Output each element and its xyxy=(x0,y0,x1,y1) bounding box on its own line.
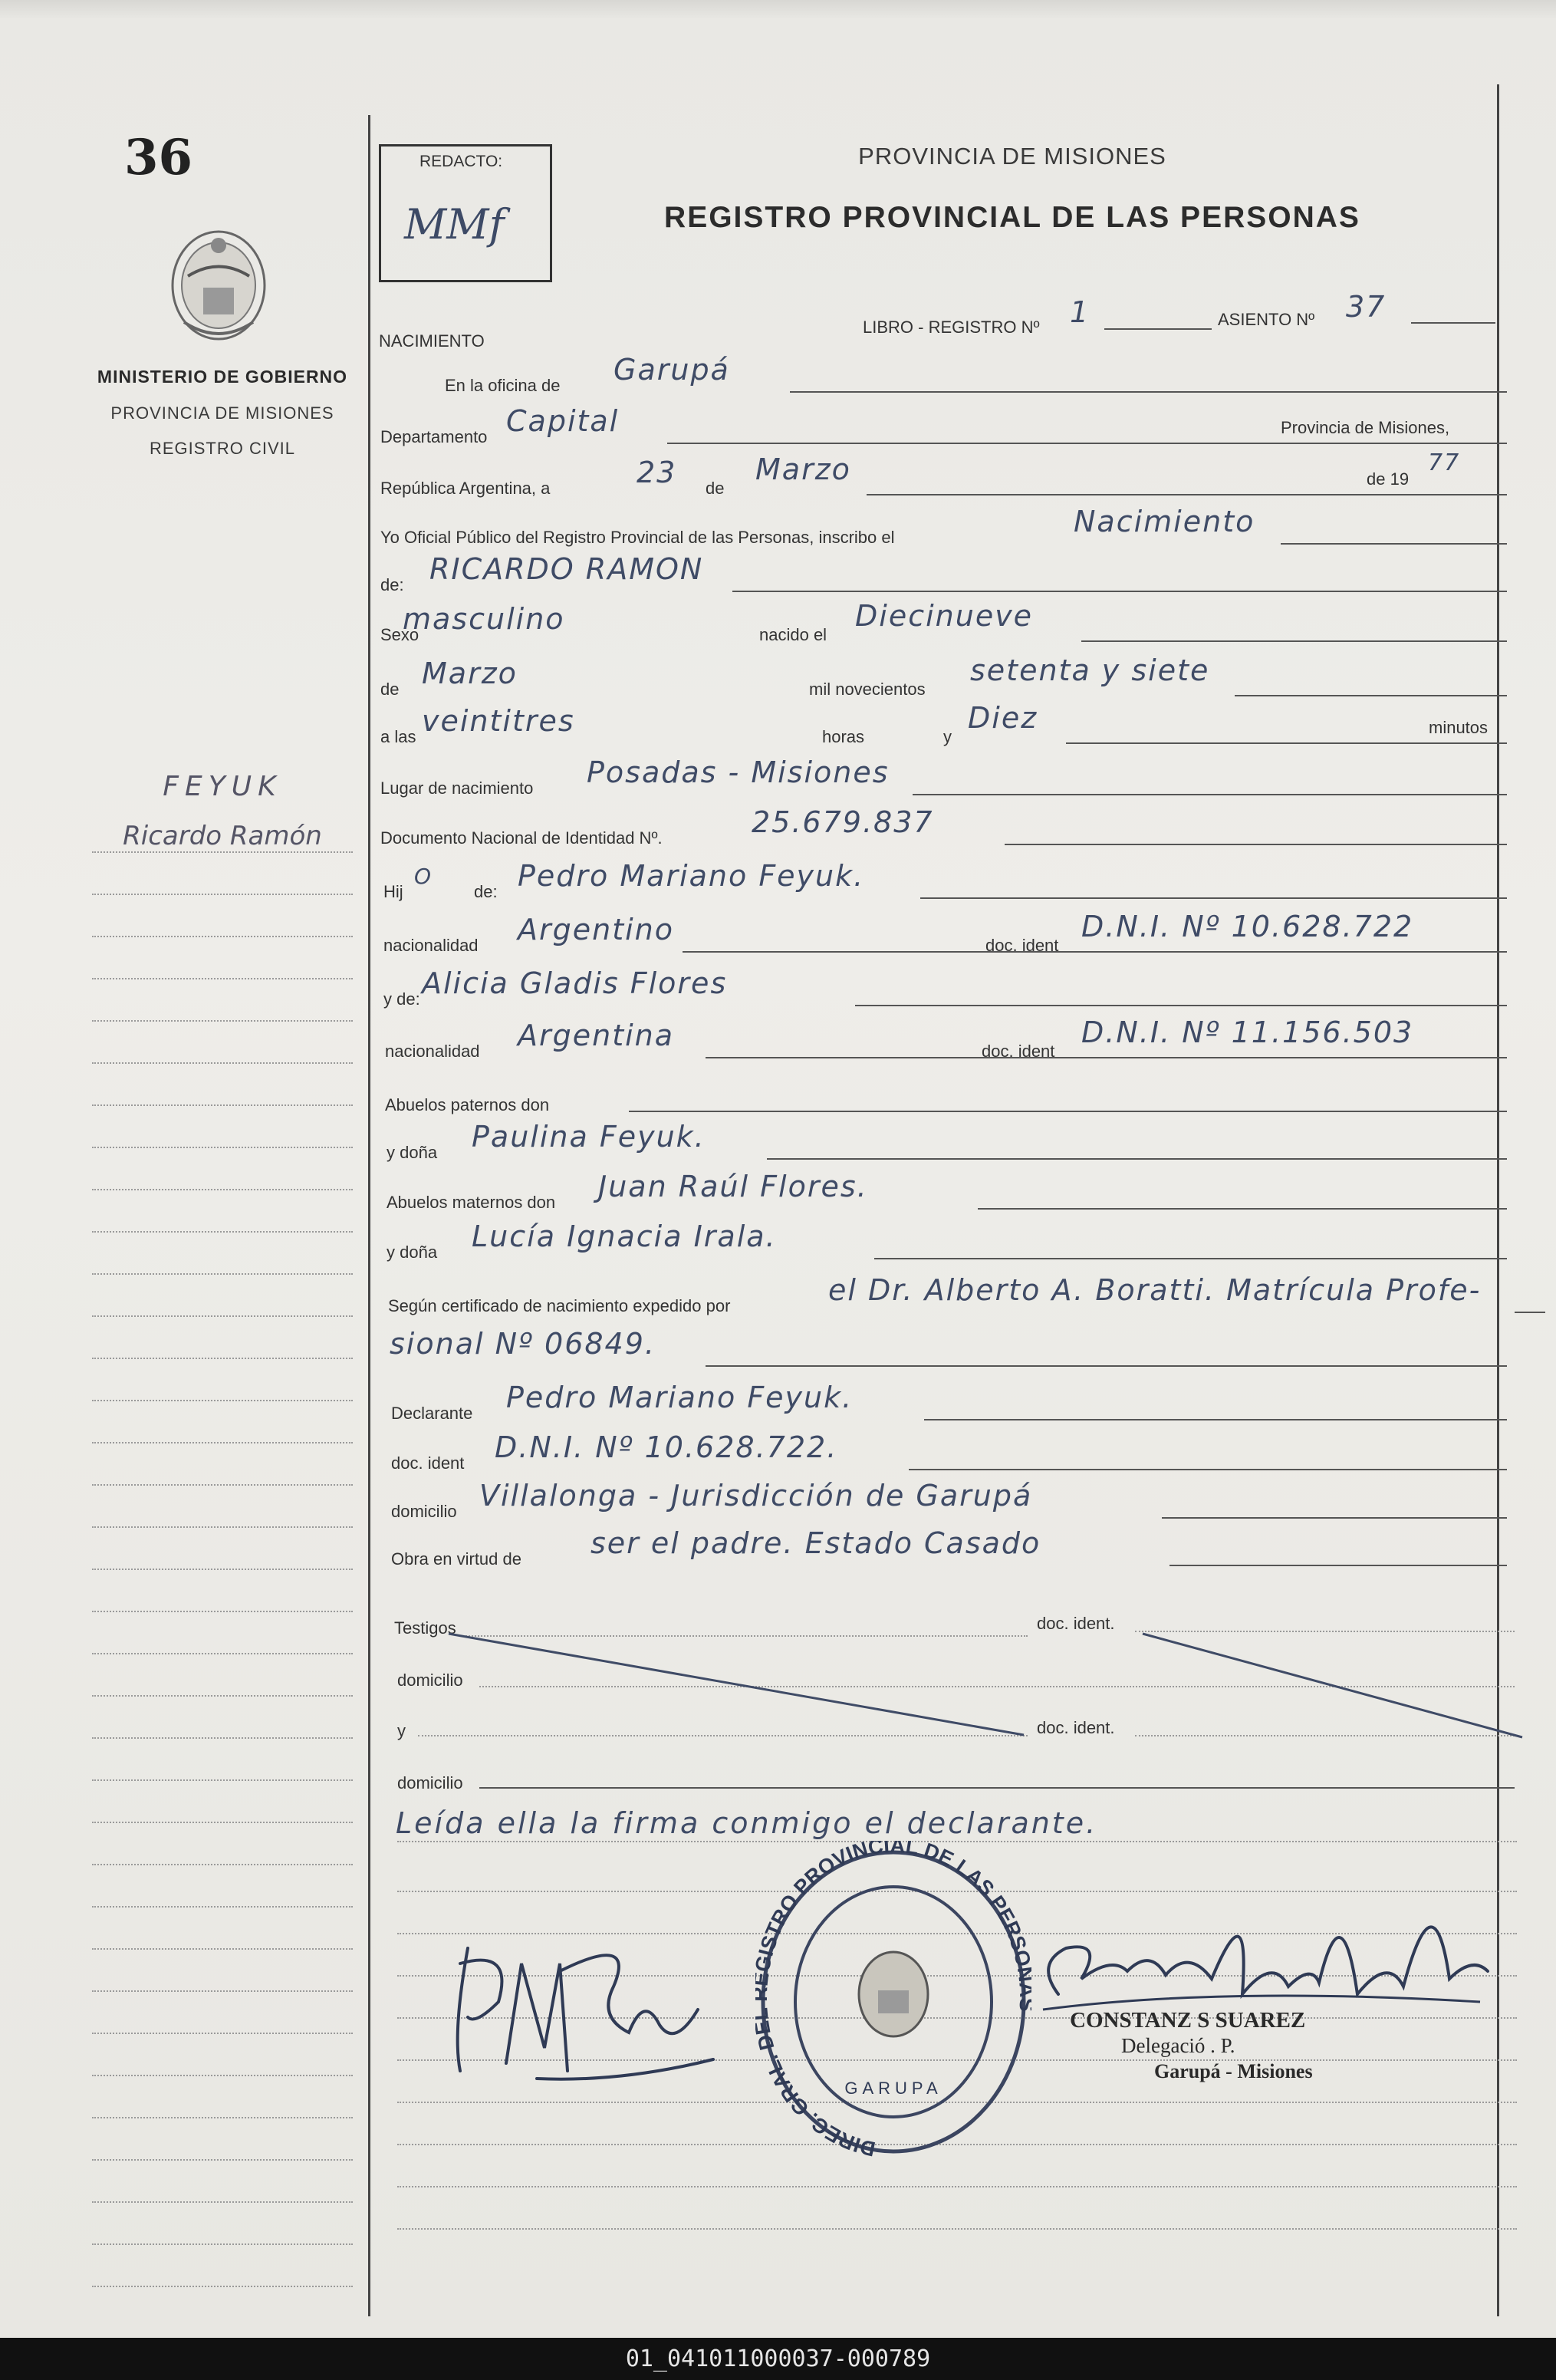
field-label: Declarante xyxy=(391,1404,473,1423)
field-value-2: Diez xyxy=(968,701,1038,735)
field-label: nacionalidad xyxy=(383,936,479,955)
y-label: y xyxy=(397,1721,406,1740)
field-value: veintitres xyxy=(422,704,575,738)
field-value-2: Diecinueve xyxy=(855,599,1034,633)
field-label: y doña xyxy=(387,1243,438,1262)
field-value: 23 xyxy=(637,456,677,489)
field-label: nacionalidad xyxy=(385,1042,480,1061)
field-value: masculino xyxy=(403,602,565,636)
left-dotted-line xyxy=(92,2117,353,2118)
left-dotted-line xyxy=(92,1990,353,1992)
left-dotted-line xyxy=(92,2075,353,2076)
left-dotted-line xyxy=(92,2201,353,2203)
field-label: doc. ident xyxy=(391,1453,465,1473)
declarant-signature xyxy=(445,1917,729,2117)
field-mid-label: doc. ident xyxy=(985,936,1059,955)
field-value-2: D.N.I. Nº 11.156.503 xyxy=(1081,1016,1414,1049)
page-number: 36 xyxy=(124,129,193,186)
field-value: Paulina Feyuk. xyxy=(472,1120,706,1154)
field-value-2: Marzo xyxy=(755,453,851,486)
field-value: Capital xyxy=(506,404,620,438)
field-label: Departamento xyxy=(380,427,488,446)
field-value: Lucía Ignacia Irala. xyxy=(472,1220,777,1253)
field-label: En la oficina de xyxy=(445,376,561,395)
field-value: Nacimiento xyxy=(1074,505,1255,538)
field-mid-label: doc. ident xyxy=(982,1042,1055,1061)
field-label: de xyxy=(380,680,400,699)
footer-id: 01_041011000037-000789 xyxy=(625,2345,931,2372)
field-value-2: D.N.I. Nº 10.628.722 xyxy=(1081,910,1414,943)
field-label: República Argentina, a xyxy=(380,479,551,498)
field-value: el Dr. Alberto A. Boratti. Matrícula Profe- xyxy=(828,1273,1482,1307)
redacto-initials: MMf xyxy=(404,200,505,249)
footer-bar xyxy=(0,2338,1556,2380)
field-value: Garupá xyxy=(614,353,730,387)
left-dotted-line xyxy=(92,1948,353,1950)
field-label: y doña xyxy=(387,1143,438,1162)
left-dotted-line xyxy=(92,2159,353,2161)
field-mid-label: horas xyxy=(822,727,865,746)
redacto-label: REDACTO: xyxy=(419,153,503,170)
field-value: Argentina xyxy=(518,1019,675,1052)
field-label: Abuelos maternos don xyxy=(387,1193,556,1212)
left-dotted-line xyxy=(92,2286,353,2287)
asiento-label: ASIENTO Nº xyxy=(1218,310,1315,329)
registry-stamp xyxy=(755,1841,1031,2167)
svg-text:DIREC. GRAL. DEL REGISTRO PROV: DIREC. GRAL. ISTRO PROVINCIAL DE LAS PERS xyxy=(755,1841,1031,2161)
field-value-3: 77 xyxy=(1428,449,1461,476)
field-value: sional Nº 06849. xyxy=(390,1327,656,1361)
field-label: Obra en virtud de xyxy=(391,1549,521,1569)
field-value: Pedro Mariano Feyuk. xyxy=(518,859,865,893)
left-dotted-line xyxy=(92,2033,353,2034)
header-province: PROVINCIA DE MISIONES xyxy=(858,143,1166,170)
left-dotted-line xyxy=(92,1864,353,1865)
left-dotted-line xyxy=(92,1906,353,1908)
header-registry: REGISTRO PROVINCIAL DE LAS PERSONAS xyxy=(664,201,1360,234)
libro-label: LIBRO - REGISTRO Nº xyxy=(863,318,1040,337)
field-mid-label-2: y xyxy=(943,727,952,746)
field-label: Yo Oficial Público del Registro Provincial de las Personas, inscribo el xyxy=(380,528,895,547)
field-value: Villalonga - Jurisdicción de Garupá xyxy=(479,1479,1033,1513)
left-dotted-line xyxy=(92,2243,353,2245)
field-label: Sexo xyxy=(380,625,419,644)
field-value: D.N.I. Nº 10.628.722. xyxy=(495,1430,838,1464)
registry-name: REGISTRO CIVIL xyxy=(149,439,296,458)
field-suffix: Provincia de Misiones, xyxy=(1281,418,1450,437)
field-label: Documento Nacional de Identidad Nº. xyxy=(380,828,663,848)
field-mid-label: de xyxy=(706,479,725,498)
field-value: Juan Raúl Flores. xyxy=(598,1170,868,1203)
act-type-label: NACIMIENTO xyxy=(379,331,485,351)
signature-dotted-line xyxy=(397,2186,1517,2187)
field-label: y de: xyxy=(383,989,420,1009)
ministry-name: MINISTERIO DE GOBIERNO xyxy=(97,367,348,387)
field-value: Alicia Gladis Flores xyxy=(422,966,728,1000)
domicilio-label-2: domicilio xyxy=(397,1773,463,1792)
closing-text: Leída ella la firma conmigo el declarante. xyxy=(396,1806,1098,1840)
field-label: de: xyxy=(380,575,404,594)
svg-text:GARUPA: GARUPA xyxy=(844,2079,942,2098)
margin-surname: FEYUK xyxy=(163,771,282,802)
province-name: PROVINCIA DE MISIONES xyxy=(110,403,334,423)
field-mid-label: de: xyxy=(474,882,498,901)
margin-given-names: Ricardo Ramón xyxy=(123,821,322,851)
signature-dotted-line xyxy=(397,2228,1517,2230)
field-value: Argentino xyxy=(518,913,674,946)
field-value: ser el padre. Estado Casado xyxy=(590,1526,1041,1560)
field-mid-label: nacido el xyxy=(759,625,827,644)
field-label: Según certificado de nacimiento expedido por xyxy=(388,1296,731,1315)
field-label: Lugar de nacimiento xyxy=(380,779,534,798)
y-doc-label: doc. ident. xyxy=(1037,1718,1115,1737)
field-value-2: setenta y siete xyxy=(970,653,1210,687)
asiento-value: 37 xyxy=(1346,290,1387,324)
officer-name: CONSTANZ S SUAREZ xyxy=(1070,2008,1306,2033)
field-label: Hij xyxy=(383,882,403,901)
field-suffix: minutos xyxy=(1429,718,1489,737)
field-value: 25.679.837 xyxy=(752,805,934,839)
officer-role: Delegació . P. xyxy=(1121,2034,1235,2057)
field-value: RICARDO RAMON xyxy=(429,552,704,586)
field-value: Posadas - Misiones xyxy=(587,755,890,789)
testigos-doc-label: doc. ident. xyxy=(1037,1614,1115,1633)
field-label: a las xyxy=(380,727,416,746)
domicilio-label-1: domicilio xyxy=(397,1671,463,1690)
officer-place: Garupá - Misiones xyxy=(1154,2060,1313,2082)
field-label: domicilio xyxy=(391,1502,457,1521)
field-label: Abuelos paternos don xyxy=(385,1095,550,1114)
field-suffix: de 19 xyxy=(1367,469,1410,489)
field-value: Marzo xyxy=(422,657,518,690)
field-value: Pedro Mariano Feyuk. xyxy=(506,1381,854,1414)
libro-value: 1 xyxy=(1070,295,1091,329)
field-value-gender: O xyxy=(414,864,433,889)
field-mid-label: mil novecientos xyxy=(809,680,926,699)
testigos-label: Testigos xyxy=(394,1618,456,1638)
